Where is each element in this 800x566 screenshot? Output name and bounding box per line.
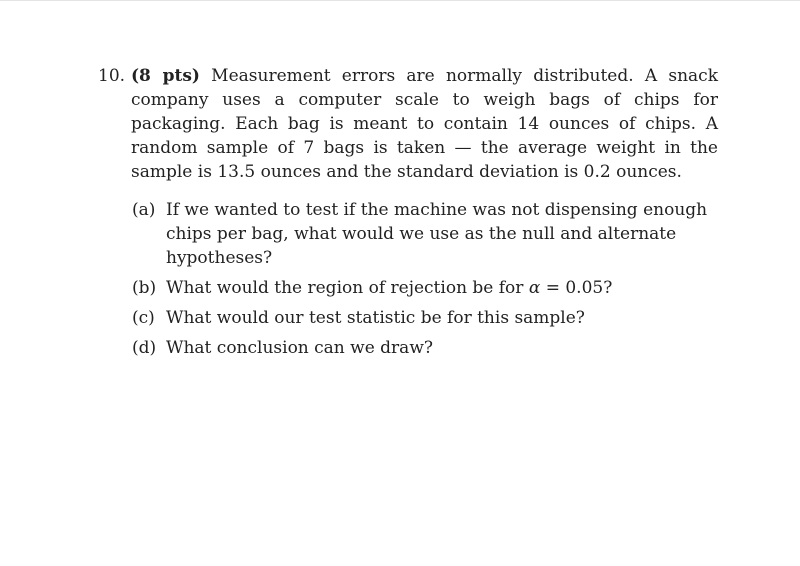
alpha-symbol: α — [528, 278, 541, 298]
sub-question-b — [132, 276, 718, 300]
problem-points: (8 pts) — [131, 66, 200, 86]
sub-question-text: What conclusion can we draw? — [166, 338, 433, 358]
problem-stem — [98, 64, 718, 184]
sub-question-text: What would our test statistic be for this sample? — [166, 308, 585, 328]
sub-question-a — [132, 198, 718, 270]
sub-question-text-after: = 0.05? — [545, 278, 613, 298]
page-top-border — [0, 0, 800, 1]
sub-question-text: If we wanted to test if the machine was not dispensing enough chips per bag, what would we use as the null and alternate hypotheses? — [166, 200, 708, 268]
sub-question-d — [132, 336, 718, 360]
sub-question-label: (c) — [132, 308, 155, 328]
sub-question-text: What would the region of rejection be for — [166, 278, 524, 298]
sub-question-c — [132, 306, 718, 330]
sub-question-label: (b) — [132, 278, 157, 298]
problem-10 — [98, 64, 718, 366]
sub-question-list — [98, 198, 718, 360]
sub-question-label: (d) — [132, 338, 157, 358]
sub-question-label: (a) — [132, 200, 156, 220]
problem-text: Measurement errors are normally distributed. A snack company uses a computer scale to weigh bags of chips for packaging. Each bag is meant to contain 14 ounces of chips. A random sample of 7 bags is taken — the average weight in the sample is 13.5 ounces and the standard deviation is 0.2 ounces. — [131, 66, 718, 182]
problem-number: 10. — [98, 66, 126, 86]
